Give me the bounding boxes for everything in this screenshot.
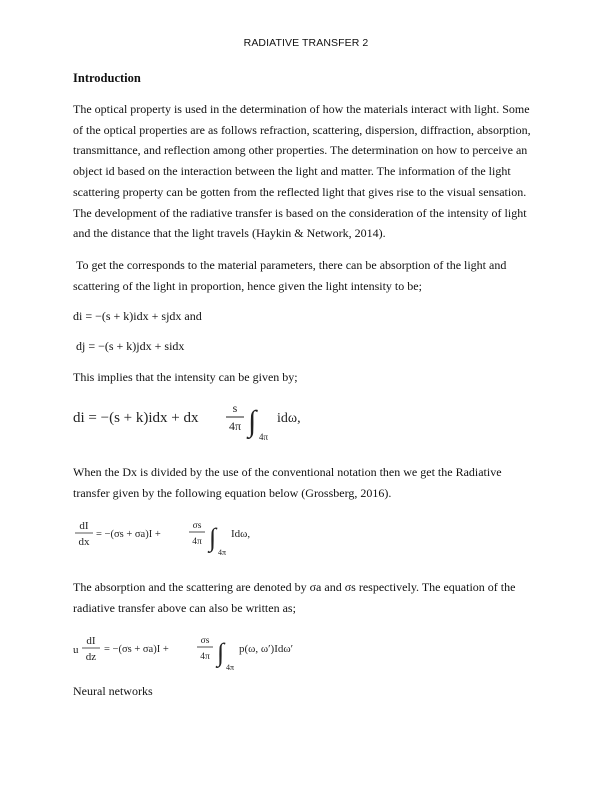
closing-heading: Neural networks	[73, 684, 153, 698]
paragraph-absorption-scattering: To get the corresponds to the material parameters, there can be absorption of the light and scattering of the light in proportion, hence given the light intensity to be;	[73, 258, 507, 293]
eq2-integral-subscript: 4π	[218, 548, 227, 557]
eq3-prefix: u	[73, 644, 79, 656]
eq1-fraction-denominator: 4π	[228, 419, 242, 433]
eq2-rhs: = −(σs + σa)I +	[96, 529, 161, 540]
eq3-fraction-numerator: σs	[200, 636, 210, 646]
eq3-rhs: = −(σs + σa)I +	[104, 644, 169, 655]
equation-line-dj: dj = −(s + k)jdx + sidx	[73, 339, 185, 353]
paragraph-sigma-notation: The absorption and the scattering are denoted by σa and σs respectively. The equation of the radiative transfer above can also be written as;	[73, 580, 516, 615]
eq3-integral-sign: ∫	[217, 638, 225, 667]
paragraph-intro: The optical property is used in the determination of how the materials interact with light. Some of the optical properties are as follows refraction, scattering, dispersion, diffraction, absorption, transmittance, and reflection among other properties. The determination on how to perceive an object id based on the interaction between the light and matter. The information of the light scattering property can be gotten from the reflected light that gives rise to the visual sensation. The development of the radiative transfer is based on the consideration of the intensity of light and the distance that the light travels (Haykin & Network, 2014).	[73, 102, 531, 241]
eq3-fraction-denominator: 4π	[200, 652, 210, 662]
eq1-fraction-numerator: s	[232, 401, 238, 415]
eq2-lhs-denominator: dx	[78, 536, 90, 548]
eq2-integrand: Idω,	[231, 528, 251, 540]
paragraph-intensity-intro: This implies that the intensity can be given by;	[73, 370, 298, 384]
eq3-lhs-numerator: dI	[86, 635, 96, 647]
section-title: Introduction	[73, 71, 141, 85]
eq3-lhs-denominator: dz	[85, 651, 97, 663]
eq3-integrand: p(ω, ω′)Idω′	[239, 643, 294, 655]
eq1-integral-subscript: 4π	[259, 432, 269, 442]
eq3-integral-subscript: 4π	[226, 663, 235, 672]
paragraph-radiative-transfer: When the Dx is divided by the use of the conventional notation then we get the Radiative transfer given by the following equation below (Grossberg, 2016).	[73, 465, 502, 500]
equation-radiative-transfer-phase	[73, 629, 323, 675]
eq1-integral-sign: ∫	[248, 405, 257, 438]
equation-intensity	[73, 396, 333, 446]
equation-line-di: di = −(s + k)idx + sjdx and	[73, 309, 202, 323]
eq1-lhs: di = −(s + k)idx + dx	[73, 410, 199, 426]
eq2-lhs-numerator: dI	[79, 520, 89, 532]
running-head: RADIATIVE TRANSFER 2	[243, 37, 369, 49]
equation-radiative-transfer	[73, 514, 273, 560]
eq2-integral-sign: ∫	[209, 523, 217, 552]
eq1-integrand: idω,	[277, 411, 301, 426]
eq2-fraction-denominator: 4π	[192, 537, 202, 547]
eq2-fraction-numerator: σs	[192, 521, 202, 531]
